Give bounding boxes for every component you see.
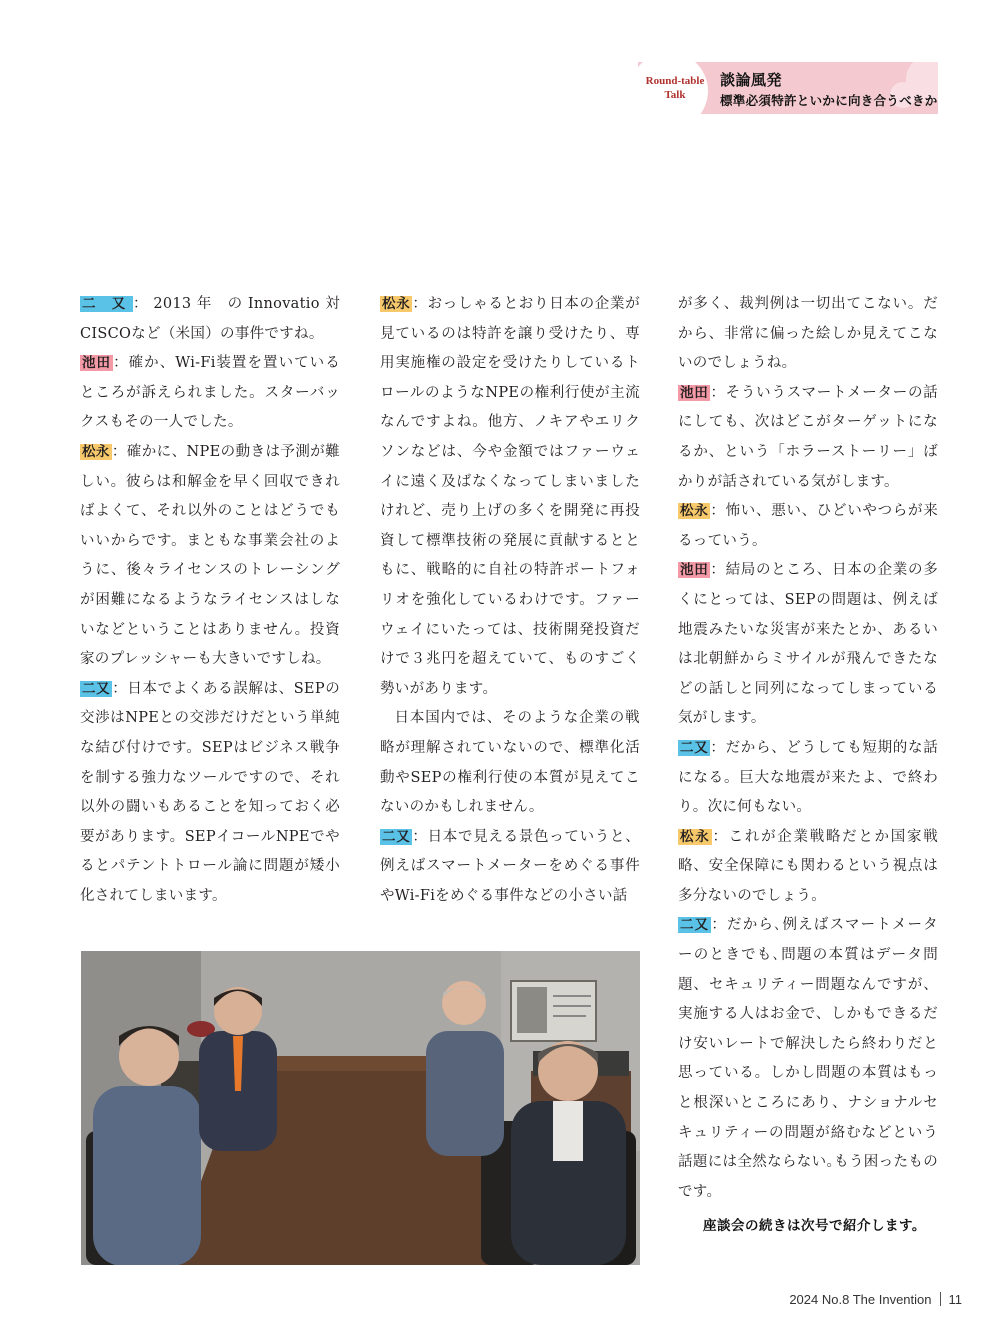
issue-number: 2024 No.8 (789, 1292, 850, 1307)
dialogue-text: ：だから､例えばスマートメーターのときでも､問題の本質はデータ問題、セキュリティー問題なんですが、実施する人はお金で、しかもできるだけ安いレートで解決したら終わりだと思っている。しかし問題の本質はもっと根深いところにあり、ナショナルセキュリティーの問題が絡むなどという話題には全然ならない｡もう困ったものです。 (678, 917, 938, 1200)
page-footer (789, 1292, 962, 1307)
closing-note: 座談会の続きは次号で紹介します。 (703, 1218, 926, 1234)
dialogue-paragraph (380, 823, 640, 912)
dialogue-text: ：これが企業戦略だとか国家戦略、安全保障にも関わるという視点は多分ないのでしょう。 (678, 828, 938, 904)
dialogue-text: 日本国内では、そのような企業の戦略が理解されていないので、標準化活動やSEPの権利行使の本質が見えてこないのかもしれません。 (380, 710, 640, 816)
dialogue-paragraph (678, 734, 938, 823)
speaker-label: 松永 (680, 828, 711, 845)
dialogue-text: ：怖い、悪い、ひどいやつらが来るっていう。 (678, 503, 938, 549)
speaker-label: 二又 (680, 917, 710, 934)
dialogue-text: ：だから、どうしても短期的な話になる。巨大な地震が来たよ、で終わり。次に何もない。 (678, 739, 938, 816)
dialogue-paragraph (678, 379, 938, 497)
dialogue-paragraph (380, 704, 640, 822)
speaker-label: 松永 (82, 443, 110, 460)
section-subtitle: 標準必須特許といかに向き合うべきか (720, 93, 938, 108)
dialogue-text: ：2013年 のInnovatio対CISCOなど（米国）の事件ですね。 (80, 296, 340, 342)
speaker-label: 池田 (82, 355, 112, 372)
page-number: 11 (948, 1292, 962, 1307)
section-title: 談論風発 (720, 71, 783, 89)
text-column-2 (380, 290, 640, 911)
dialogue-text: ：確かに、NPEの動きは予測が難しい。彼らは和解金を早く回収できればよくて、それ以外のことはどうでもいいからです。まともな事業会社のように、後々ライセンスのトレーシングが困難になるようなライセンスはしないなどということはありません。投資家のプレッシャーも大きいですしね。 (80, 443, 340, 668)
magazine-name: The Invention (852, 1292, 932, 1307)
dialogue-paragraph (380, 290, 640, 704)
dialogue-paragraph (678, 556, 938, 734)
speaker-label: 二 又 (82, 296, 132, 312)
dialogue-paragraph (80, 675, 340, 912)
dialogue-paragraph (678, 911, 938, 1207)
photo-illustration (81, 951, 640, 1265)
dialogue-text: ：そういうスマートメーターの話にしても、次はどこがターゲットになるか、という「ホラーストーリー」ばかりが話されている気がします。 (678, 384, 938, 490)
text-column-1 (80, 290, 340, 911)
speaker-label: 二又 (680, 739, 709, 756)
header-banner (638, 62, 938, 114)
dialogue-paragraph (678, 823, 938, 912)
roundtable-photo (81, 951, 640, 1265)
speaker-label: 池田 (680, 562, 709, 579)
dialogue-paragraph (80, 290, 340, 349)
dialogue-text: ：日本で見える景色っていうと、例えばスマートメーターをめぐる事件やWi-Fiをめぐる事件などの小さい話 (380, 828, 640, 904)
dialogue-text: ：確か、Wi-Fi装置を置いているところが訴えられました。スターバックスもその一人でした。 (80, 355, 340, 431)
speaker-label: 二又 (82, 680, 111, 697)
dialogue-paragraph (678, 497, 938, 556)
footer-divider (940, 1292, 941, 1306)
section-tag: Round-table Talk (645, 75, 705, 101)
dialogue-text: が多く、裁判例は一切出てこない。だから、非常に偏った絵しか見えてこないのでしょうね。 (678, 296, 938, 372)
dialogue-text: ：日本でよくある誤解は、SEPの交渉はNPEとの交渉だけだという単純な結び付けです。SEPはビジネス戦争を制する強力なツールですので、それ以外の闘いもあることを知っておく必要があります。SEPイコールNPEでやるとパテントトロール論に問題が矮小化されてしまいます。 (80, 680, 340, 904)
dialogue-text: ：おっしゃるとおり日本の企業が見ているのは特許を譲り受けたり、専用実施権の設定を受けたりしているトロールのようなNPEの権利行使が主流なんですよね。他方、ノキアやエリクソンなどは、今や金額ではファーウェイに遠く及ばなくなってしまいましたけれど、売り上げの多くを開発に再投資して標準技術の発展に貢献するとともに、戦略的に自社の特許ポートフォリオを強化しているわけです。ファーウェイにいたっては、技術開発投資だけで３兆円を超えていて、ものすごく勢いがあります。 (380, 296, 640, 697)
dialogue-text: ：結局のところ、日本の企業の多くにとっては、SEPの問題は、例えば地震みたいな災害が来たとか、あるいは北朝鮮からミサイルが飛んできたなどの話しと同列になってしまっている気がします。 (678, 562, 938, 727)
dialogue-paragraph (678, 290, 938, 379)
speaker-label: 池田 (680, 384, 709, 401)
speaker-label: 松永 (680, 503, 709, 520)
speaker-label: 二又 (382, 828, 411, 845)
speaker-label: 松永 (382, 296, 411, 312)
dialogue-paragraph (80, 349, 340, 438)
text-column-3 (678, 290, 938, 1207)
dialogue-paragraph (80, 438, 340, 675)
